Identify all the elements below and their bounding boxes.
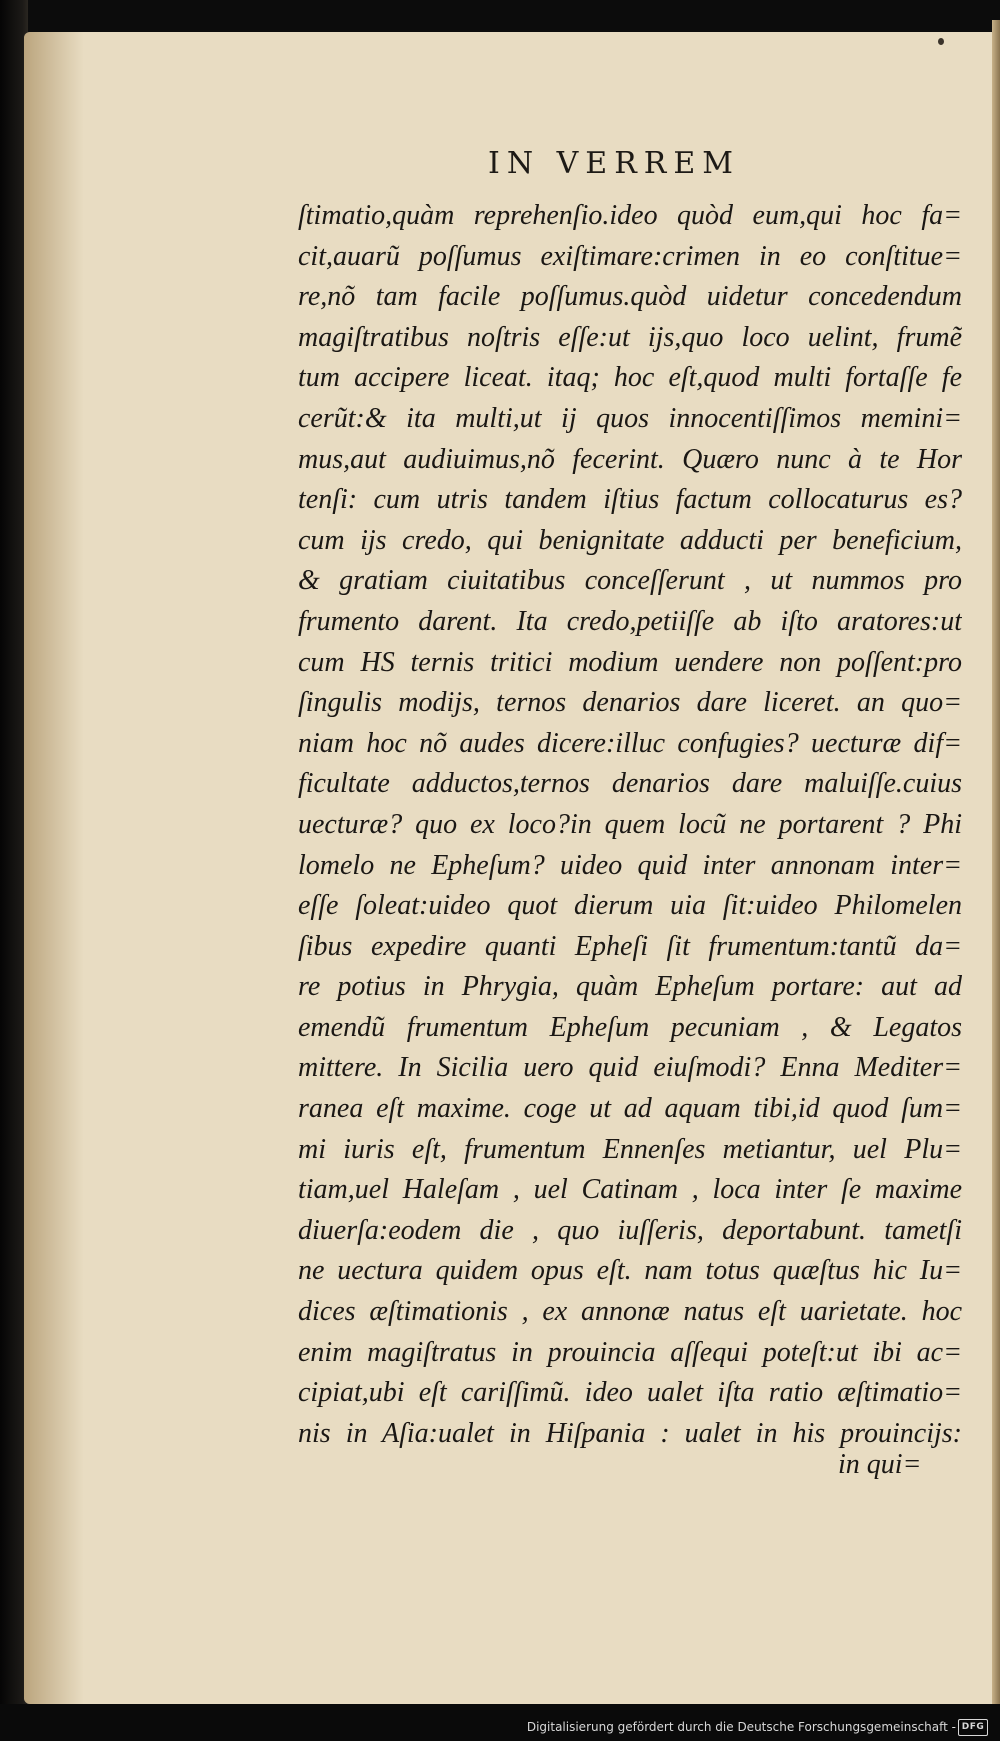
- text-line: ſtimatio,quàm reprehenſio.ideo quòd eum,qui hoc fa=: [298, 200, 962, 231]
- text-line: niam hoc nõ audes dicere:illuc confugies? uecturæ dif=: [298, 727, 962, 759]
- text-line: tenſi: cum utris tandem iſtius factum collocaturus es?: [298, 484, 962, 516]
- text-line: enim magiſtratus in prouincia aſſequi poteſt:ut ibi ac=: [298, 1336, 962, 1368]
- ink-speck: [938, 38, 944, 45]
- text-line: emendũ frumentum Epheſum pecuniam , & Legatos: [298, 1011, 962, 1043]
- text-line: frumento darent. Ita credo,petiiſſe ab iſto aratores:ut: [298, 605, 962, 637]
- text-line: magiſtratibus noſtris eſſe:ut ijs,quo loco uelint, frumẽ: [298, 321, 962, 353]
- text-line: ſibus expedire quanti Epheſi ſit frumentum:tantũ da=: [298, 930, 962, 962]
- text-line: re,nõ tam facile poſſumus.quòd uidetur concedendum: [298, 281, 962, 313]
- text-line: tiam,uel Haleſam , uel Catinam , loca inter ſe maxime: [298, 1174, 962, 1206]
- text-line: lomelo ne Epheſum? uideo quid inter annonam inter=: [298, 849, 962, 881]
- text-line: mus,aut audiuimus,nõ fecerint. Quæro nunc à te Hor: [298, 443, 962, 475]
- text-line: tum accipere liceat. itaq; hoc eſt,quod multi fortaſſe fe: [298, 362, 962, 394]
- running-head: IN VERREM: [488, 146, 740, 181]
- catchword: in qui=: [838, 1449, 922, 1480]
- text-line: cipiat,ubi eſt cariſſimũ. ideo ualet iſta ratio æſtimatio=: [298, 1377, 962, 1409]
- text-line: mi iuris eſt, frumentum Ennenſes metiantur, uel Plu=: [298, 1133, 962, 1165]
- digitization-credit: Digitalisierung gefördert durch die Deutsche Forschungsgemeinschaft -: [526, 1720, 956, 1734]
- text-line: ranea eſt maxime. coge ut ad aquam tibi,id quod ſum=: [298, 1093, 962, 1125]
- text-line: cum HS ternis tritici modium uendere non poſſent:pro: [298, 646, 962, 678]
- text-line: diuerſa:eodem die , quo iuſſeris, deportabunt. tametſi: [298, 1214, 962, 1246]
- text-line: cit,auarũ poſſumus exiſtimare:crimen in eo conſtitue=: [298, 240, 962, 272]
- dfg-logo: DFG: [958, 1719, 988, 1736]
- gutter-shadow: [24, 32, 84, 1704]
- body-text: [298, 196, 962, 1454]
- text-line: dices æſtimationis , ex annonæ natus eſt uarietate. hoc: [298, 1296, 962, 1328]
- text-line: & gratiam ciuitatibus conceſſerunt , ut nummos pro: [298, 565, 962, 597]
- page-right-edge: [992, 20, 1000, 1720]
- text-line: re potius in Phrygia, quàm Epheſum portare: aut ad: [298, 971, 962, 1003]
- text-line: uecturæ? quo ex loco?in quem locũ ne portarent ? Phi: [298, 808, 962, 840]
- text-line: cum ijs credo, qui benignitate adducti per beneficium,: [298, 524, 962, 556]
- text-line: cerũt:& ita multi,ut ij quos innocentiſſimos memini=: [298, 402, 962, 434]
- text-line: mittere. In Sicilia uero quid eiuſmodi? Enna Mediter=: [298, 1052, 962, 1084]
- text-line: eſſe ſoleat:uideo quot dierum uia ſit:uideo Philomelen: [298, 890, 962, 922]
- text-line: nis in Aſia:ualet in Hiſpania : ualet in his prouincijs:: [298, 1417, 962, 1449]
- text-line: ne uectura quidem opus eſt. nam totus quæſtus hic Iu=: [298, 1255, 962, 1287]
- text-line: ſingulis modijs, ternos denarios dare liceret. an quo=: [298, 687, 962, 719]
- text-line: ficultate adductos,ternos denarios dare maluiſſe.cuius: [298, 768, 962, 800]
